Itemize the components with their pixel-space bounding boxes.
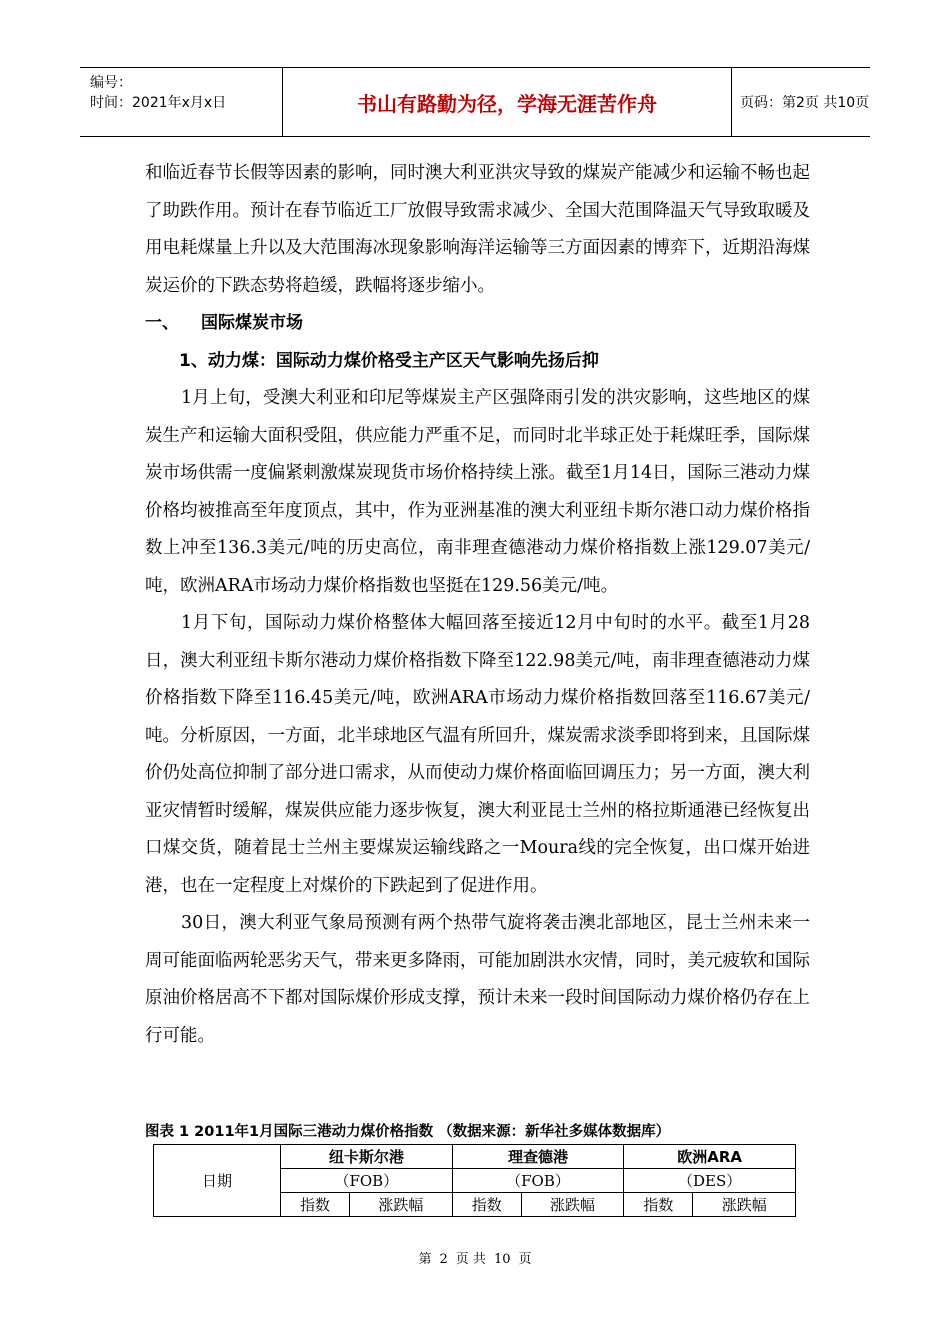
subsection-heading: 1、动力煤：国际动力煤价格受主产区天气影响先扬后抑 [179,350,599,371]
footer-prefix: 第 [418,1252,432,1267]
table-caption: 图表 1 2011年1月国际三港动力煤价格指数 （数据来源：新华社多媒体数据库） [145,1124,671,1140]
document-number-label: 编号： [90,75,132,91]
document-body [145,155,810,1055]
page-footer [0,1248,950,1267]
port-header-ara: 欧洲ARA [624,1145,796,1169]
port-header-newcastle: 纽卡斯尔港 [281,1145,453,1169]
header-page-info: 页码：第2页 共10页 [740,95,870,111]
section-number: 一、 [145,313,179,333]
paragraph-2: 1月上旬，受澳大利亚和印尼等煤炭主产区强降雨引发的洪灾影响，这些地区的煤炭生产和运输大面积受阻，供应能力严重不足，而同时北半球正处于耗煤旺季，国际煤炭市场供需一度偏紧刺激煤炭现货市场价格持续上涨。截至1月14日，国际三港动力煤价格均被推高至年度顶点，其中，作为亚洲基准的澳大利亚纽卡斯尔港口动力煤价格指数上冲至136.3美元/吨的历史高位，南非理查德港动力煤价格指数上涨129.07美元/吨，欧洲ARA市场动力煤价格指数也坚挺在129.56美元/吨。 [145,388,810,596]
change-header: 涨跌幅 [350,1193,453,1217]
header-meta [80,68,283,136]
port-header-richards-bay: 理查德港 [452,1145,624,1169]
terms-newcastle: （FOB） [281,1169,453,1193]
footer-mid: 页 共 [455,1252,486,1267]
footer-page-number: 2 [439,1252,448,1267]
paragraph-1: 和临近春节长假等因素的影响，同时澳大利亚洪灾导致的煤炭产能减少和运输不畅也起了助跌作用。预计在春节临近工厂放假导致需求减少、全国大范围降温天气导致取暖及用电耗煤量上升以及大范围海冰现象影响海洋运输等三方面因素的博弈下，近期沿海煤炭运价的下跌态势将趋缓，跌幅将逐步缩小。 [145,163,810,296]
index-header: 指数 [281,1193,350,1217]
section-title: 国际煤炭市场 [201,313,303,333]
table-header-row [154,1145,796,1169]
section-heading [145,305,810,343]
paragraph-4: 30日，澳大利亚气象局预测有两个热带气旋将袭击澳北部地区，昆士兰州未来一周可能面临两轮恶劣天气，带来更多降雨，可能加剧洪水灾情，同时，美元疲软和国际原油价格居高不下都对国际煤价形成支撑，预计未来一段时间国际动力煤价格仍存在上行可能。 [145,913,810,1046]
footer-suffix: 页 [518,1252,532,1267]
page-header [80,67,870,137]
date-header: 日期 [154,1145,281,1217]
change-header: 涨跌幅 [521,1193,624,1217]
change-header: 涨跌幅 [693,1193,796,1217]
terms-richards-bay: （FOB） [452,1169,624,1193]
index-header: 指数 [452,1193,521,1217]
footer-total-pages: 10 [493,1252,511,1267]
index-header: 指数 [624,1193,693,1217]
coal-price-table [153,1144,796,1217]
terms-ara: （DES） [624,1169,796,1193]
document-date: 时间：2021年x月x日 [90,95,227,111]
header-motto: 书山有路勤为径，学海无涯苦作舟 [283,68,732,136]
paragraph-3: 1月下旬，国际动力煤价格整体大幅回落至接近12月中旬时的水平。截至1月28日，澳大利亚纽卡斯尔港动力煤价格指数下降至122.98美元/吨，南非理查德港动力煤价格指数下降至116.45美元/吨，欧洲ARA市场动力煤价格指数回落至116.67美元/吨。分析原因，一方面，北半球地区气温有所回升，煤炭需求淡季即将到来，且国际煤价仍处高位抑制了部分进口需求，从而使动力煤价格面临回调压力；另一方面，澳大利亚灾情暂时缓解，煤炭供应能力逐步恢复，澳大利亚昆士兰州的格拉斯通港已经恢复出口煤交货，随着昆士兰州主要煤炭运输线路之一Moura线的完全恢复，出口煤开始进港，也在一定程度上对煤价的下跌起到了促进作用。 [145,613,810,896]
